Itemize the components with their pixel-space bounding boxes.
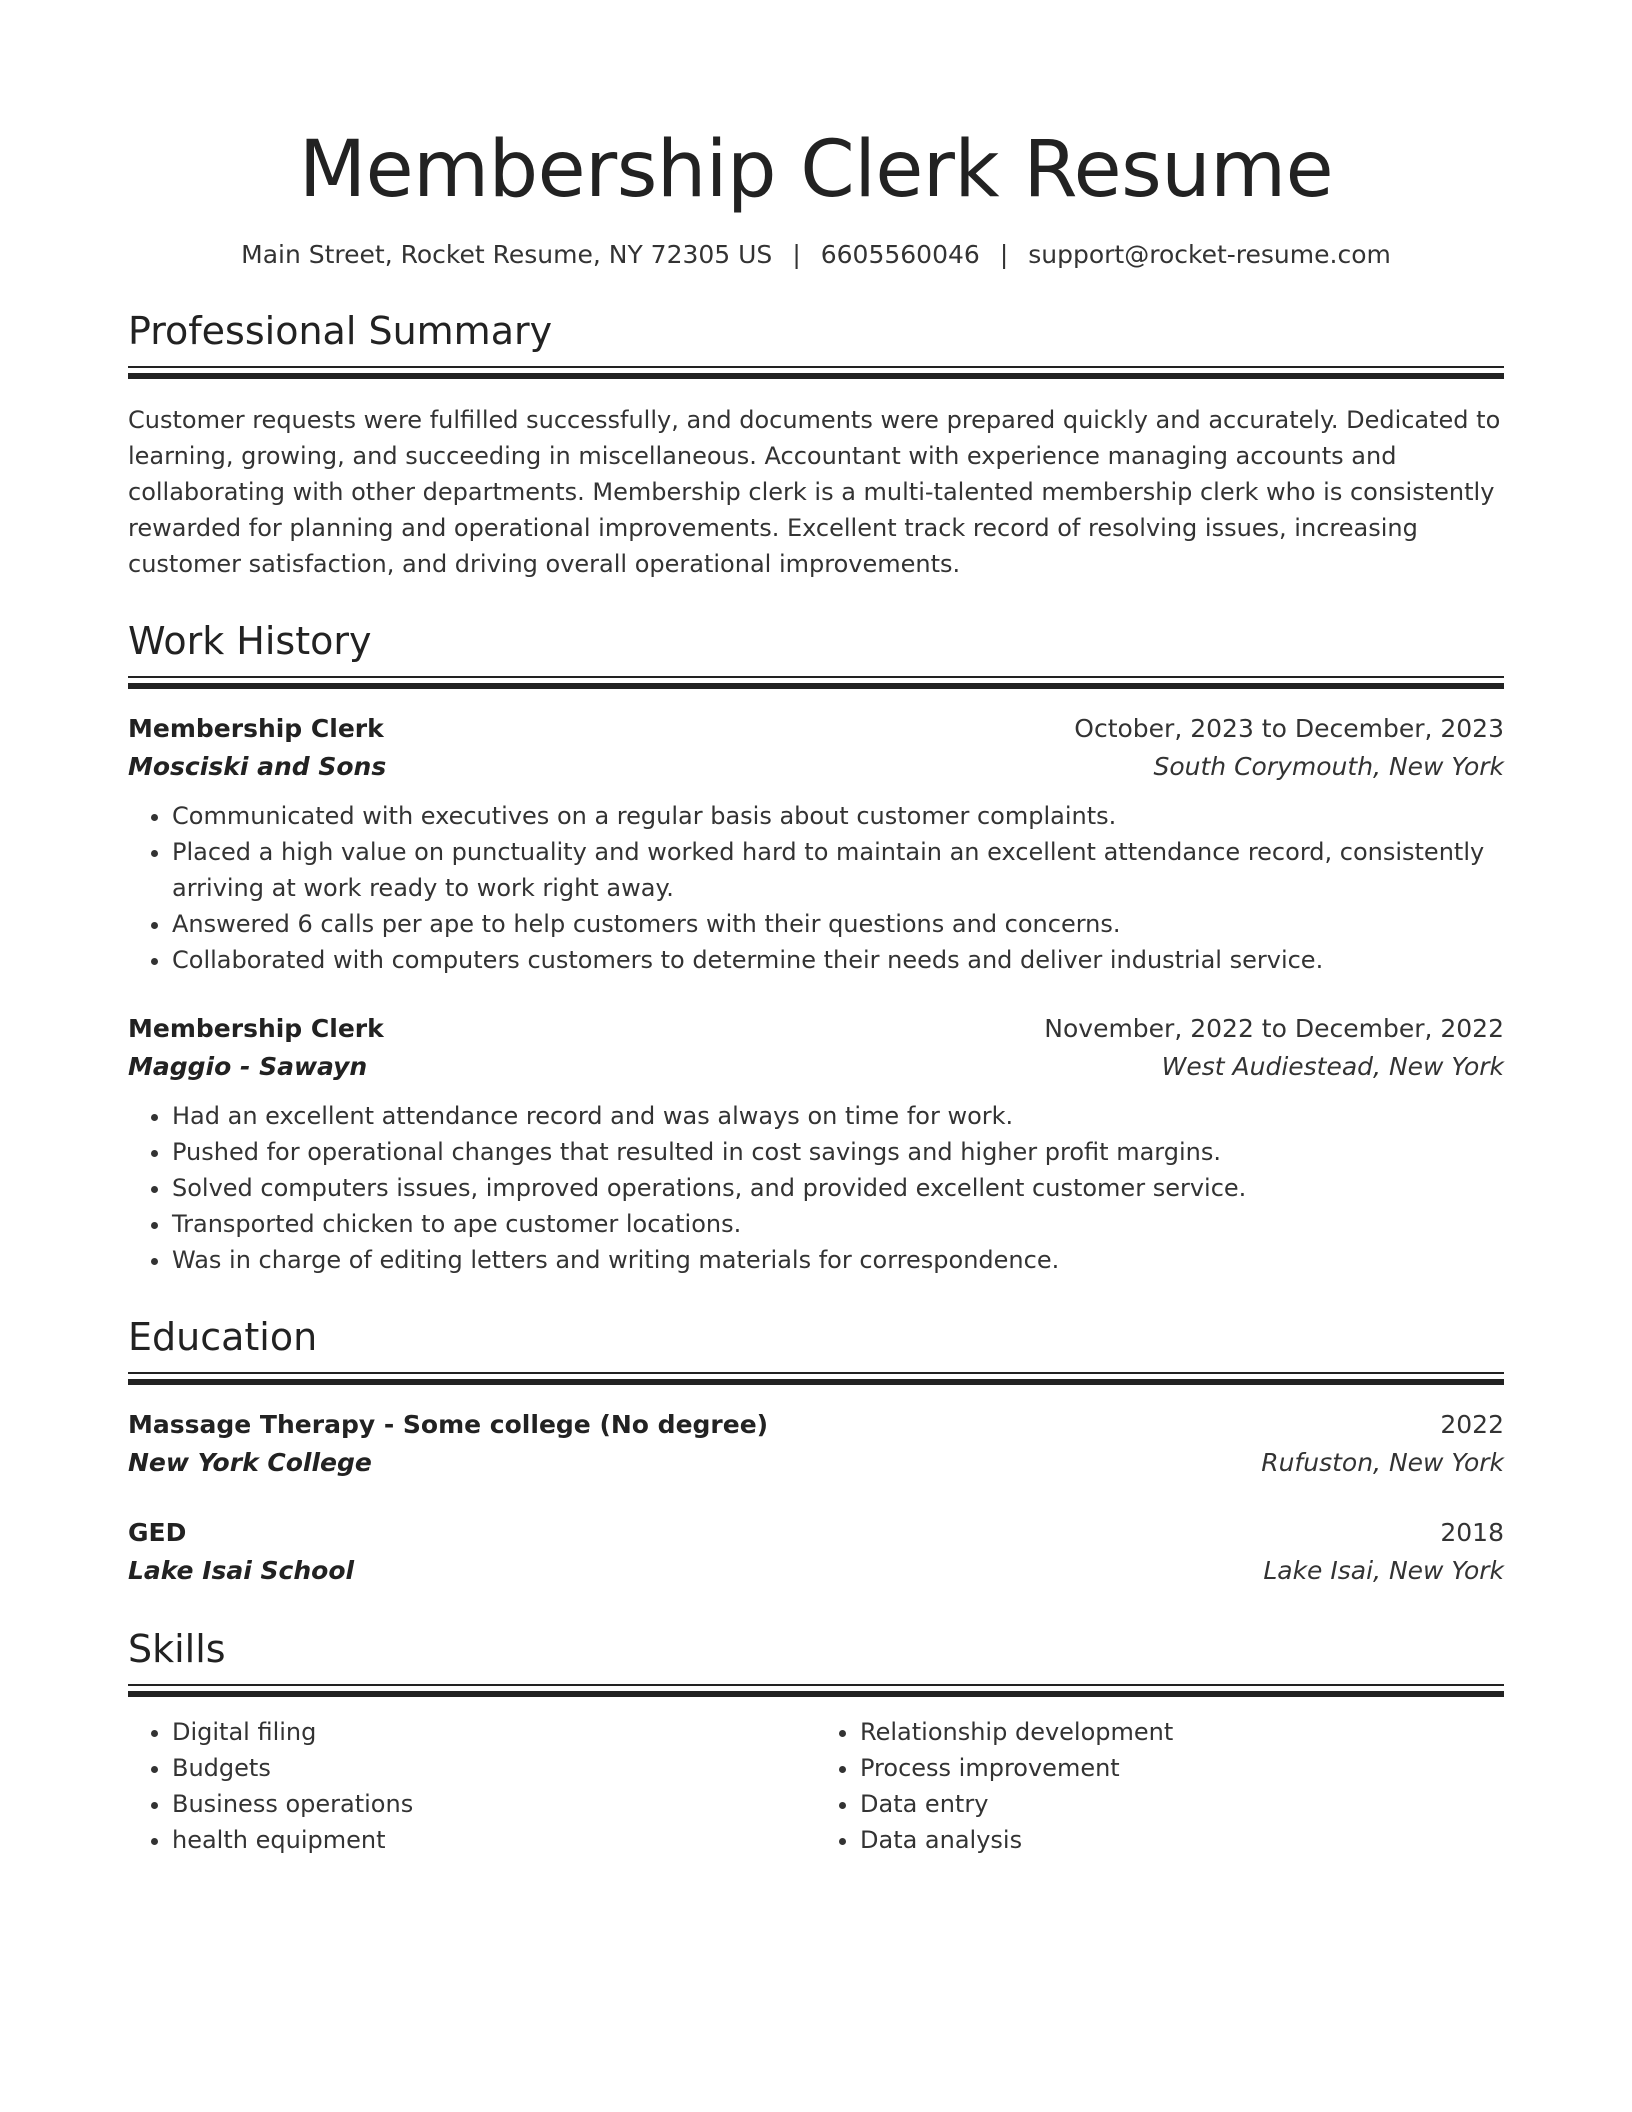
job-dates: November, 2022 to December, 2022 — [1044, 1014, 1504, 1043]
list-item: • Transported chicken to ape customer locations. — [172, 1206, 1504, 1242]
job-title: Membership Clerk — [128, 714, 384, 743]
education-entry — [128, 1406, 1504, 1482]
skill-item: • Data analysis — [860, 1822, 1504, 1858]
skills-list-right — [816, 1714, 1504, 1858]
skill-item: • Digital filing — [172, 1714, 816, 1750]
list-item: • Pushed for operational changes that resulted in cost savings and higher profit margins. — [172, 1134, 1504, 1170]
section-divider — [128, 366, 1504, 382]
list-item: • Communicated with executives on a regular basis about customer complaints. — [172, 798, 1504, 834]
education-location: Rufuston, New York — [1261, 1448, 1504, 1477]
resume-page — [128, 0, 1504, 1858]
list-item: • Placed a high value on punctuality and worked hard to maintain an excellent attendance record, consistently arriving at work ready to work right away. — [172, 834, 1504, 906]
education-school: New York College — [128, 1448, 372, 1477]
contact-separator: | — [999, 240, 1009, 269]
list-item: • Answered 6 calls per ape to help customers with their questions and concerns. — [172, 906, 1504, 942]
work-history-section — [128, 618, 1504, 1278]
section-heading: Skills — [128, 1627, 226, 1671]
contact-line — [128, 238, 1504, 272]
education-entry — [128, 1514, 1504, 1590]
section-divider — [128, 1684, 1504, 1700]
skill-item: • Data entry — [860, 1786, 1504, 1822]
job-entry — [128, 1010, 1504, 1278]
job-title: Membership Clerk — [128, 1014, 384, 1043]
skill-item: • Process improvement — [860, 1750, 1504, 1786]
summary-text: Customer requests were fulfilled successfully, and documents were prepared quickly and accurately. Dedicated to learning, growing, and succeeding in miscellaneous. Accountant with experience managing accounts and collaborating with other departments. Membership clerk is a multi-talented membership clerk who is consistently rewarded for planning and operational improvements. Excellent track record of resolving issues, increasing customer satisfaction, and driving overall operational improvements. — [128, 406, 1501, 578]
skills-section — [128, 1626, 1504, 1858]
section-heading: Work History — [128, 619, 372, 663]
education-school: Lake Isai School — [128, 1556, 355, 1585]
job-dates: October, 2023 to December, 2023 — [1074, 714, 1504, 743]
job-location: South Corymouth, New York — [1153, 752, 1504, 781]
contact-address: Main Street, Rocket Resume, NY 72305 US — [241, 240, 773, 269]
page-title: Membership Clerk Resume — [298, 125, 1334, 215]
contact-email[interactable]: support@rocket-resume.com — [1028, 240, 1391, 269]
education-section — [128, 1314, 1504, 1590]
section-heading: Education — [128, 1315, 318, 1359]
job-duties-list — [128, 1098, 1504, 1278]
education-degree: GED — [128, 1518, 187, 1547]
skill-item: • health equipment — [172, 1822, 816, 1858]
list-item: • Collaborated with computers customers to determine their needs and deliver industrial service. — [172, 942, 1504, 978]
list-item: • Had an excellent attendance record and was always on time for work. — [172, 1098, 1504, 1134]
education-degree: Massage Therapy - Some college (No degree) — [128, 1410, 769, 1439]
job-company: Maggio - Sawayn — [128, 1052, 368, 1081]
skill-item: • Business operations — [172, 1786, 816, 1822]
list-item: • Solved computers issues, improved operations, and provided excellent customer service. — [172, 1170, 1504, 1206]
section-divider — [128, 1372, 1504, 1388]
section-heading: Professional Summary — [128, 309, 553, 353]
job-company: Mosciski and Sons — [128, 752, 387, 781]
skill-item: • Budgets — [172, 1750, 816, 1786]
summary-section — [128, 308, 1504, 582]
contact-phone: 6605560046 — [820, 240, 980, 269]
list-item: • Was in charge of editing letters and writing materials for correspondence. — [172, 1242, 1504, 1278]
education-year: 2022 — [1440, 1410, 1504, 1439]
education-location: Lake Isai, New York — [1263, 1556, 1504, 1585]
skill-item: • Relationship development — [860, 1714, 1504, 1750]
job-entry — [128, 710, 1504, 978]
contact-separator: | — [792, 240, 801, 269]
job-location: West Audiestead, New York — [1161, 1052, 1504, 1081]
skills-list-left — [128, 1714, 816, 1858]
skills-columns — [128, 1714, 1504, 1858]
job-duties-list — [128, 798, 1504, 978]
education-year: 2018 — [1440, 1518, 1504, 1547]
section-divider — [128, 676, 1504, 692]
